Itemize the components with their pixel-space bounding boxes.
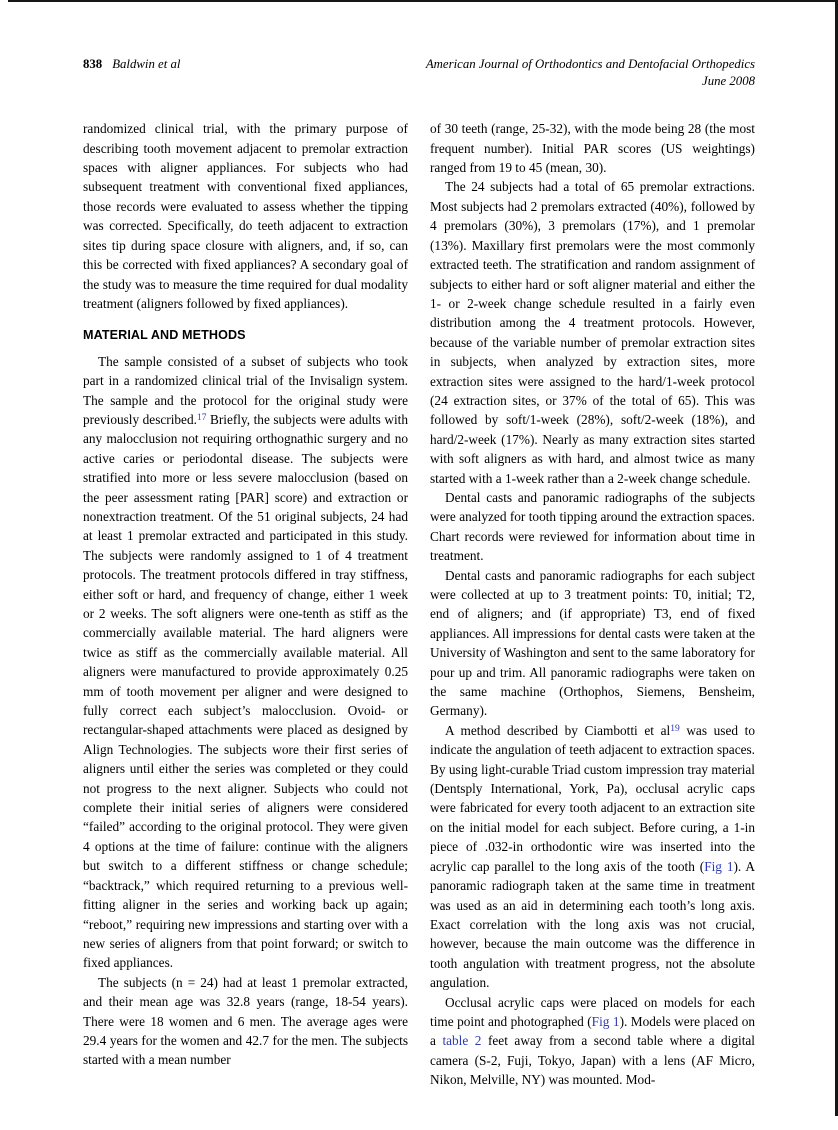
text-run: The subjects (n = 24) had at least 1 premolar extracted, and their mean age was 32.8 years (range, 18-54 years). There were 18 women and 6 men. The average ages were 29.4 years for the women and 42.7 for the men. The subjects started with a mean number (83, 974, 408, 1068)
paragraph (430, 177, 755, 488)
text-run: of 30 teeth (range, 25-32), with the mode being 28 (the most frequent number). Initial PAR scores (US weightings) ranged from 19 to 45 (mean, 30). (430, 121, 755, 176)
issue-date: June 2008 (702, 73, 755, 88)
text-run: ). Models were placed on a (430, 1013, 755, 1049)
text-run: randomized clinical trial, with the primary purpose of describing tooth movement adjacent to premolar extraction spaces with aligner appliances. For subjects who had subsequent treatment with conventional fixed appliances, those records were evaluated to assess whether the tipping was corrected. Specifically, do teeth adjacent to extraction sites tip during space closure with aligners, and, if so, can this be corrected with fixed appliances? A secondary goal of the study was to measure the time required for dual modality treatment (aligners followed by fixed appliances). (83, 121, 408, 311)
table-2-link[interactable]: table 2 (442, 1033, 482, 1049)
reference-17-link[interactable]: 17 (196, 412, 207, 423)
running-authors: Baldwin et al (112, 57, 181, 71)
paragraph (430, 993, 755, 1090)
scan-edge-top (8, 0, 838, 2)
text-run: Briefly, the subjects were adults with any malocclusion not requiring orthognathic surgery and no active caries or periodontal disease. The subjects were stratified into more or less severe malocclusion (based on the peer assessment rating [PAR] score) and extraction or nonextraction treatment. Of the 51 original subjects, 24 had at least 1 premolar extracted and participated in this study. The subjects were randomly assigned to 1 of 4 treatment protocols. The treatment protocols differed in tray stiffness, either soft or hard, and frequency of change, either 1 week or 2 weeks. The soft aligners were one-tenth as stiff as the commercially available material. The hard aligners were twice as stiff as the commercially available material. All aligners were manufactured to provide approximately 0.25 mm of tooth movement per aligner and were designed to fully correct each subject’s malocclusion. Ovoid- or rectangular-shaped attachments were placed as designed by Align Technologies. The subjects wore their first series of aligners until either the series was completed or they could not progress to the next aligner. Subjects who could not complete their initial series of aligners were considered “failed” according to the original protocol. They were given 4 options at the time of failure: continue with the aligners but switch to a different stiffness or change schedule; “backtrack,” which required returning to a previous well-fitting aligner in the series and working back up again; “reboot,” requiring new impressions and starting over with a new series of aligners from that point forward; or switch to fixed appliances. (83, 411, 409, 971)
text-run: Dental casts and panoramic radiographs for each subject were collected at up to 3 treatment points: T0, initial; T2, end of aligners; and (if appropriate) T3, end of fixed appliances. All impressions for dental casts were taken at the University of Washington and sent to the same laboratory for pour up and trim. All panoramic radiographs were taken on the same machine (Orthophos, Siemens, Bensheim, Germany). (430, 567, 755, 719)
figure-1-link[interactable]: Fig 1 (591, 1013, 620, 1029)
text-run: The sample consisted of a subset of subjects who took part in a randomized clinical trial of the Invisalign system. The sample and the protocol for the original study were previously described. (83, 353, 408, 427)
page-header (83, 56, 755, 89)
text-run: was used to indicate the angulation of teeth adjacent to extraction spaces. By using light-curable Triad custom impression tray material (Dentsply International, York, Pa), occlusal acrylic caps were fabricated for every tooth adjacent to an extraction site on the initial model for each subject. Before curing, a 1-in piece of .032-in orthodontic wire was inserted into the acrylic cap parallel to the long axis of the tooth ( (430, 722, 755, 874)
reference-19-link[interactable]: 19 (670, 723, 680, 734)
paragraph (83, 119, 408, 313)
paragraph (430, 488, 755, 566)
paragraph (430, 721, 755, 993)
text-run: Dental casts and panoramic radiographs of the subjects were analyzed for tooth tipping around the extraction spaces. Chart records were reviewed for information about time in treatment. (430, 489, 755, 564)
figure-1-link[interactable]: Fig 1 (704, 858, 734, 874)
paragraph (430, 119, 755, 177)
text-run: feet away from a second table where a digital camera (S-2, Fuji, Tokyo, Japan) with a lens (AF Micro, Nikon, Melville, NY) was mounted. Mod- (430, 1033, 755, 1088)
text-run: A method described by Ciambotti et al (445, 722, 671, 738)
page-number: 838 (83, 57, 103, 71)
article-body (83, 119, 755, 1089)
running-head-left (83, 56, 180, 73)
text-run: The 24 subjects had a total of 65 premolar extractions. Most subjects had 2 premolars extracted (40%), followed by 4 premolars (30%), 3 premolars (17%), and 1 premolar (13%). Maxillary first premolars were the most commonly extracted teeth. The stratification and random assignment of subjects to either hard or soft aligner material and either the 1- or 2-week change schedule resulted in a fairly even distribution among the 4 treatment protocols. However, because of the variable number of premolar extraction sites in subjects, when analyzed by extraction sites, more extraction sites were assigned to the hard/1-week protocol (24 extraction sites, or 37% of the total of 65). This was followed by soft/1-week (28%), soft/2-week (18%), and hard/2-week (17%). Nearly as many extraction sites started with soft aligners as with hard, and almost twice as many started with a 1-week rather than a 2-week change schedule. (430, 179, 755, 486)
paragraph (83, 352, 408, 973)
text-run: Occlusal acrylic caps were placed on models for each time point and photographed ( (430, 994, 755, 1029)
text-run: ). A panoramic radiograph taken at the same time in treatment was used as an aid in determining each tooth’s long axis. Exact correlation with the long axis was not crucial, however, because the main outcome was the difference in tooth angulation with treatment progress, not the absolute angulation. (430, 858, 756, 991)
section-heading: MATERIAL AND METHODS (83, 328, 246, 343)
running-head-right (426, 56, 755, 89)
column-right (430, 119, 755, 1089)
paragraph (83, 973, 408, 1070)
paragraph (430, 566, 755, 721)
journal-title: American Journal of Orthodontics and Dentofacial Orthopedics (425, 57, 755, 71)
column-left (83, 119, 408, 1070)
